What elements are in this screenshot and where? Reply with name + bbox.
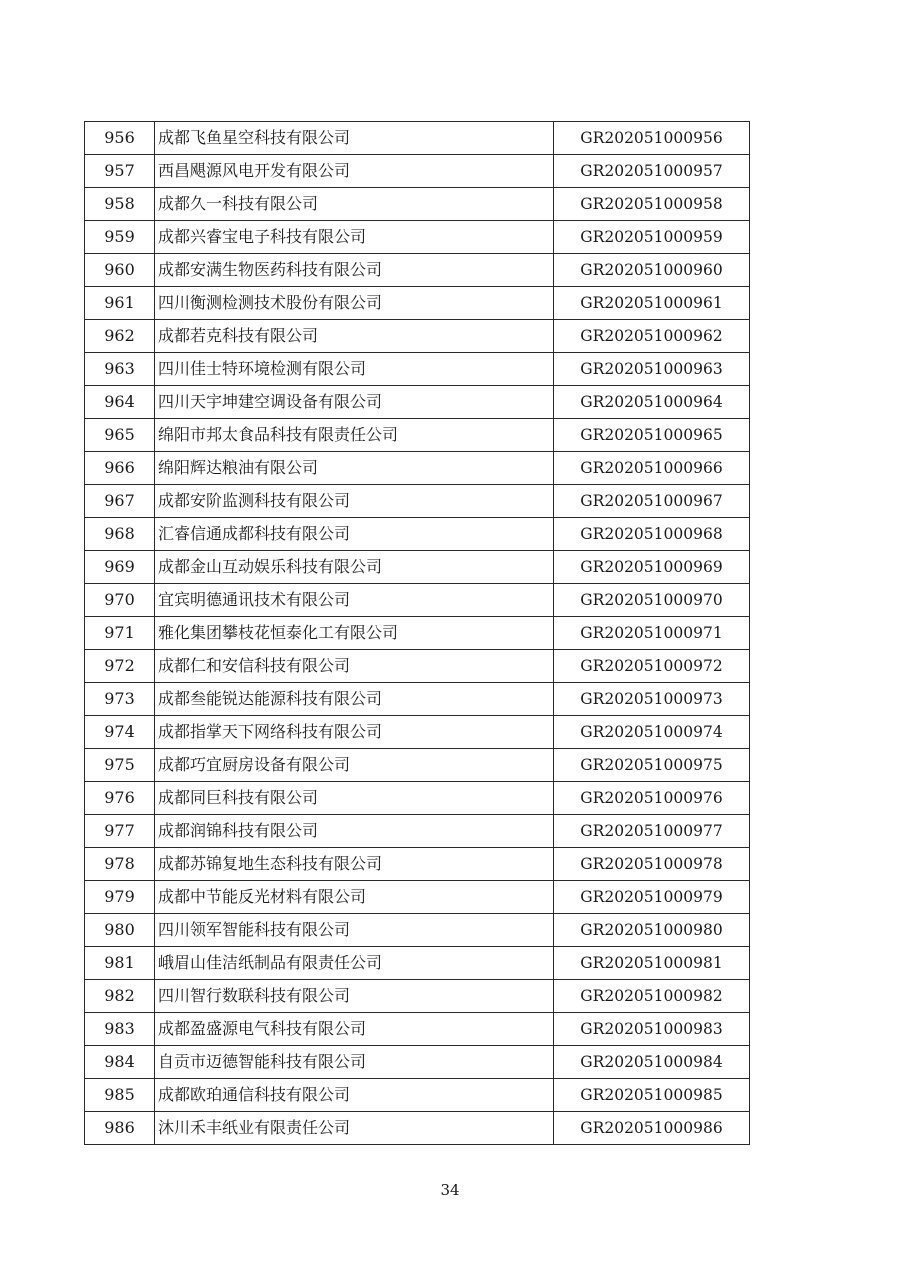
table-row bbox=[85, 287, 750, 320]
certificate-code: GR202051000976 bbox=[554, 782, 750, 815]
row-number: 982 bbox=[85, 980, 155, 1013]
row-number: 967 bbox=[85, 485, 155, 518]
row-number: 964 bbox=[85, 386, 155, 419]
table-row bbox=[85, 1112, 750, 1145]
row-number: 960 bbox=[85, 254, 155, 287]
company-name: 四川领军智能科技有限公司 bbox=[155, 914, 554, 947]
row-number: 971 bbox=[85, 617, 155, 650]
certificate-code: GR202051000956 bbox=[554, 122, 750, 155]
company-name: 成都飞鱼星空科技有限公司 bbox=[155, 122, 554, 155]
company-name: 四川智行数联科技有限公司 bbox=[155, 980, 554, 1013]
table-row bbox=[85, 881, 750, 914]
row-number: 963 bbox=[85, 353, 155, 386]
certificate-code: GR202051000983 bbox=[554, 1013, 750, 1046]
company-table-body bbox=[85, 122, 750, 1145]
table-row bbox=[85, 1013, 750, 1046]
company-name: 西昌飓源风电开发有限公司 bbox=[155, 155, 554, 188]
company-name: 成都盈盛源电气科技有限公司 bbox=[155, 1013, 554, 1046]
row-number: 975 bbox=[85, 749, 155, 782]
table-row bbox=[85, 320, 750, 353]
certificate-code: GR202051000977 bbox=[554, 815, 750, 848]
certificate-code: GR202051000978 bbox=[554, 848, 750, 881]
company-name: 成都叁能锐达能源科技有限公司 bbox=[155, 683, 554, 716]
row-number: 984 bbox=[85, 1046, 155, 1079]
certificate-code: GR202051000965 bbox=[554, 419, 750, 452]
company-name: 成都欧珀通信科技有限公司 bbox=[155, 1079, 554, 1112]
certificate-code: GR202051000982 bbox=[554, 980, 750, 1013]
table-row bbox=[85, 617, 750, 650]
table-row bbox=[85, 122, 750, 155]
row-number: 957 bbox=[85, 155, 155, 188]
company-name: 绵阳辉达粮油有限公司 bbox=[155, 452, 554, 485]
row-number: 956 bbox=[85, 122, 155, 155]
certificate-code: GR202051000971 bbox=[554, 617, 750, 650]
table-row bbox=[85, 914, 750, 947]
certificate-code: GR202051000970 bbox=[554, 584, 750, 617]
company-name: 成都巧宜厨房设备有限公司 bbox=[155, 749, 554, 782]
row-number: 979 bbox=[85, 881, 155, 914]
company-name: 成都同巨科技有限公司 bbox=[155, 782, 554, 815]
table-row bbox=[85, 551, 750, 584]
certificate-code: GR202051000962 bbox=[554, 320, 750, 353]
table-row bbox=[85, 782, 750, 815]
certificate-code: GR202051000964 bbox=[554, 386, 750, 419]
company-name: 自贡市迈德智能科技有限公司 bbox=[155, 1046, 554, 1079]
company-name: 四川佳士特环境检测有限公司 bbox=[155, 353, 554, 386]
row-number: 978 bbox=[85, 848, 155, 881]
certificate-code: GR202051000968 bbox=[554, 518, 750, 551]
company-name: 成都若克科技有限公司 bbox=[155, 320, 554, 353]
certificate-code: GR202051000981 bbox=[554, 947, 750, 980]
certificate-code: GR202051000967 bbox=[554, 485, 750, 518]
company-name: 四川衡测检测技术股份有限公司 bbox=[155, 287, 554, 320]
table-row bbox=[85, 485, 750, 518]
certificate-code: GR202051000957 bbox=[554, 155, 750, 188]
company-name: 宜宾明德通讯技术有限公司 bbox=[155, 584, 554, 617]
table-row bbox=[85, 848, 750, 881]
certificate-code: GR202051000984 bbox=[554, 1046, 750, 1079]
certificate-code: GR202051000974 bbox=[554, 716, 750, 749]
company-name: 成都金山互动娱乐科技有限公司 bbox=[155, 551, 554, 584]
certificate-code: GR202051000959 bbox=[554, 221, 750, 254]
company-name: 峨眉山佳洁纸制品有限责任公司 bbox=[155, 947, 554, 980]
certificate-code: GR202051000986 bbox=[554, 1112, 750, 1145]
certificate-code: GR202051000985 bbox=[554, 1079, 750, 1112]
row-number: 974 bbox=[85, 716, 155, 749]
certificate-code: GR202051000975 bbox=[554, 749, 750, 782]
table-row bbox=[85, 386, 750, 419]
company-name: 成都安阶监测科技有限公司 bbox=[155, 485, 554, 518]
company-name: 成都润锦科技有限公司 bbox=[155, 815, 554, 848]
row-number: 985 bbox=[85, 1079, 155, 1112]
row-number: 959 bbox=[85, 221, 155, 254]
table-row bbox=[85, 1079, 750, 1112]
table-row bbox=[85, 518, 750, 551]
company-name: 汇睿信通成都科技有限公司 bbox=[155, 518, 554, 551]
company-name: 绵阳市邦太食品科技有限责任公司 bbox=[155, 419, 554, 452]
certificate-code: GR202051000958 bbox=[554, 188, 750, 221]
company-name: 沐川禾丰纸业有限责任公司 bbox=[155, 1112, 554, 1145]
company-name: 成都指掌天下网络科技有限公司 bbox=[155, 716, 554, 749]
table-row bbox=[85, 188, 750, 221]
table-row bbox=[85, 749, 750, 782]
row-number: 969 bbox=[85, 551, 155, 584]
row-number: 958 bbox=[85, 188, 155, 221]
certificate-code: GR202051000966 bbox=[554, 452, 750, 485]
table-row bbox=[85, 815, 750, 848]
row-number: 968 bbox=[85, 518, 155, 551]
row-number: 976 bbox=[85, 782, 155, 815]
table-row bbox=[85, 650, 750, 683]
table-row bbox=[85, 1046, 750, 1079]
certificate-code: GR202051000963 bbox=[554, 353, 750, 386]
row-number: 980 bbox=[85, 914, 155, 947]
table-row bbox=[85, 254, 750, 287]
certificate-code: GR202051000973 bbox=[554, 683, 750, 716]
table-row bbox=[85, 353, 750, 386]
row-number: 977 bbox=[85, 815, 155, 848]
table-row bbox=[85, 221, 750, 254]
row-number: 973 bbox=[85, 683, 155, 716]
table-row bbox=[85, 155, 750, 188]
certificate-code: GR202051000980 bbox=[554, 914, 750, 947]
table-row bbox=[85, 980, 750, 1013]
row-number: 961 bbox=[85, 287, 155, 320]
certificate-code: GR202051000969 bbox=[554, 551, 750, 584]
certificate-code: GR202051000960 bbox=[554, 254, 750, 287]
row-number: 966 bbox=[85, 452, 155, 485]
company-name: 成都久一科技有限公司 bbox=[155, 188, 554, 221]
row-number: 981 bbox=[85, 947, 155, 980]
row-number: 986 bbox=[85, 1112, 155, 1145]
table-row bbox=[85, 419, 750, 452]
company-name: 成都中节能反光材料有限公司 bbox=[155, 881, 554, 914]
row-number: 962 bbox=[85, 320, 155, 353]
company-name: 雅化集团攀枝花恒泰化工有限公司 bbox=[155, 617, 554, 650]
row-number: 983 bbox=[85, 1013, 155, 1046]
company-name: 成都仁和安信科技有限公司 bbox=[155, 650, 554, 683]
table-row bbox=[85, 452, 750, 485]
row-number: 965 bbox=[85, 419, 155, 452]
table-row bbox=[85, 716, 750, 749]
table-row bbox=[85, 683, 750, 716]
company-name: 成都安满生物医药科技有限公司 bbox=[155, 254, 554, 287]
company-table bbox=[84, 121, 750, 1145]
company-name: 四川天宇坤建空调设备有限公司 bbox=[155, 386, 554, 419]
company-name: 成都苏锦复地生态科技有限公司 bbox=[155, 848, 554, 881]
row-number: 970 bbox=[85, 584, 155, 617]
certificate-code: GR202051000961 bbox=[554, 287, 750, 320]
table-row bbox=[85, 947, 750, 980]
row-number: 972 bbox=[85, 650, 155, 683]
table-row bbox=[85, 584, 750, 617]
page-number: 34 bbox=[440, 1181, 460, 1199]
certificate-code: GR202051000979 bbox=[554, 881, 750, 914]
certificate-code: GR202051000972 bbox=[554, 650, 750, 683]
company-name: 成都兴睿宝电子科技有限公司 bbox=[155, 221, 554, 254]
